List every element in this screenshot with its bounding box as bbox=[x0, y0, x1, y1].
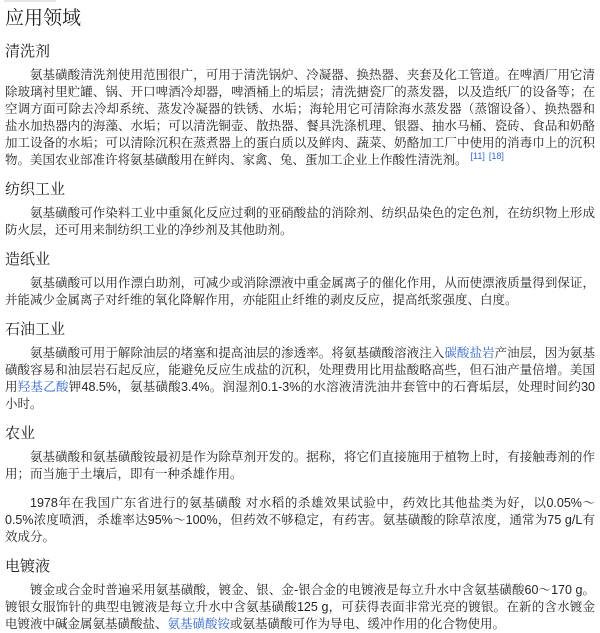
section-heading: 电镀液 bbox=[5, 557, 51, 575]
reference-marker bbox=[471, 151, 485, 161]
reference-link[interactable]: [11] bbox=[470, 150, 485, 161]
paragraph bbox=[5, 345, 595, 413]
text-run: 氨基磺酸可作染料工业中重氮化反应过剩的亚硝酸盐的消除剂、纺织品染色的定色剂，在纺织物上形成防火层，还可用来制纺织工业的净纱剂及其他助剂。 bbox=[5, 205, 595, 237]
text-run: 氨基磺酸清洗剂使用范围很广，可用于清洗锅炉、冷凝器、换热器、夹套及化工管道。在啤酒厂用它清除玻璃衬里贮罐、锅、开口啤酒冷却器，啤酒桶上的垢层；清洗搪瓷厂的蒸发器，以及造纸厂的设备等；在空调方面可除去冷却系统、蒸发冷凝器的铁锈、水垢；海轮用它可清除海水蒸发器（蒸馏设备）、换热器和盐水加热器内的海藻、水垢；可以清洗铜壶、散热器、餐具洗涤机理、银器、抽水马桶、瓷砖、食品和奶酪加工设备的水垢；可以清除沉积在蒸煮器上的蛋白质以及鲜肉、蔬菜、奶酪加工厂中使用的消毒巾上的沉积物。美国农业部准许将氨基磺酸用在鲜肉、家禽、兔、蛋加工企业上作酸性清洗剂。 bbox=[5, 67, 595, 167]
article-sections bbox=[5, 43, 595, 633]
section-heading: 纺织工业 bbox=[5, 180, 66, 198]
text-run: 镀金或合金时普遍采用氨基磺酸，镀金、银、金-银合金的电镀液是每立升水中含氨基磺酸60～170 g。镀银女服饰针的典型电镀液是每立升水中含氨基磺酸125 g，可获得表面非常光亮的镀银。在新的含水镀金电镀液中碱金属氨基磺酸盐、 bbox=[5, 582, 595, 631]
paragraph bbox=[5, 275, 595, 309]
clipped-prev-content bbox=[4, 0, 56, 2]
text-run: 氨基磺酸和氨基磺酸铵最初是作为除草剂开发的。据称，将它们直接施用于植物上时，有接触毒剂的作用；而当施于土壤后，即有一种杀雄作用。 bbox=[5, 449, 595, 481]
text-run: 产油层，因为氨基磺酸容易和油层岩石起反应，能避免反应生成盐的沉积，处理费用比用盐酸略高些，但石油产量倍增。美国用 bbox=[5, 345, 595, 394]
section-heading: 石油工业 bbox=[5, 320, 66, 338]
reference-link[interactable]: [18] bbox=[488, 150, 504, 161]
page-title: 应用领域 bbox=[5, 8, 82, 29]
text-run: 氨基磺酸可用于解除油层的堵塞和提高油层的渗透率。将氨基磺酸溶液注入 bbox=[30, 345, 445, 360]
text-run: 1978年在我国广东省进行的氨基磺酸 对水稻的杀雄效果试验中，药效比其他盐类为好，以0.05%～0.5%浓度喷洒，杀雄率达95%～100%，但药效不够稳定，有药害。氨基磺酸的除草浓度，通常为75 g/L有效成分。 bbox=[5, 495, 595, 544]
paragraph bbox=[5, 582, 595, 633]
text-run: 或氨基磺酸可作为导电、缓冲作用的化合物使用。 bbox=[230, 616, 506, 631]
wiki-link[interactable]: 羟基乙酸 bbox=[17, 379, 69, 394]
article-content bbox=[0, 8, 600, 633]
wiki-link[interactable]: 氨基磺酸铵 bbox=[167, 616, 231, 631]
section-heading: 清洗剂 bbox=[5, 42, 51, 60]
text-run: 氨基磺酸可以用作漂白助剂，可减少或消除漂液中重金属离子的催化作用，从而使漂液质量得到保证，并能减少金属离子对纤维的氧化降解作用，亦能阻止纤维的剥皮反应，提高纸浆强度、白度。 bbox=[5, 275, 595, 307]
section-heading: 造纸业 bbox=[5, 250, 51, 268]
paragraph bbox=[5, 67, 595, 169]
paragraph bbox=[5, 449, 595, 483]
text-run: 钾48.5%，氨基磺酸3.4%。润湿剂0.1-3%的水溶液清洗油井套管中的石膏垢层，处理时间约30小时。 bbox=[5, 379, 595, 411]
paragraph bbox=[5, 495, 595, 546]
section-heading: 农业 bbox=[5, 424, 36, 442]
reference-marker bbox=[489, 151, 504, 161]
wiki-link[interactable]: 碳酸盐岩 bbox=[444, 345, 495, 360]
paragraph bbox=[5, 205, 595, 239]
